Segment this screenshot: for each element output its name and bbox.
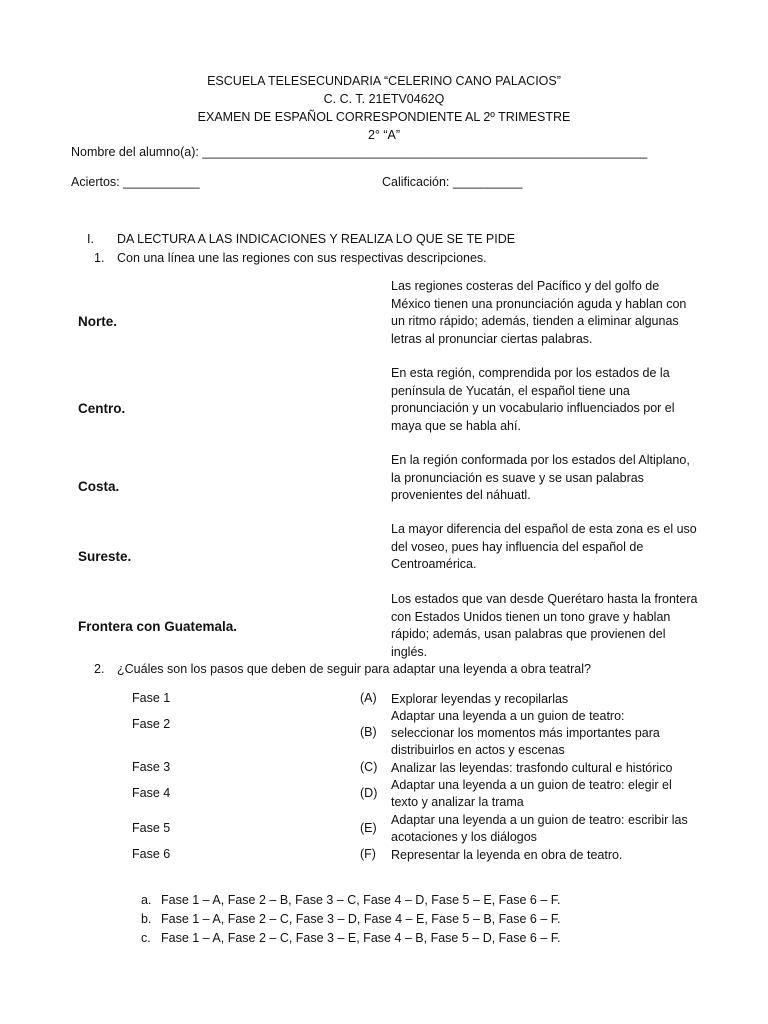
name-field <box>71 145 647 159</box>
grade-label: Calificación: <box>382 175 450 189</box>
question2-number: 2. <box>94 662 105 676</box>
option-c: Analizar las leyendas: trasfondo cultural e histórico <box>391 761 673 775</box>
option-letter-f: (F) <box>360 847 376 861</box>
phase-2: Fase 2 <box>132 717 171 731</box>
phase-6: Fase 6 <box>132 847 171 861</box>
answer-letter-b: b. <box>141 912 152 926</box>
option-b: Adaptar una leyenda a un guion de teatro: seleccionar los momentos más importantes para distribuirlos en actos y escenas <box>391 709 660 757</box>
option-letter-e: (E) <box>360 821 377 835</box>
question1-text: Con una línea une las regiones con sus respectivas descripciones. <box>117 251 487 265</box>
phase-3: Fase 3 <box>132 760 171 774</box>
answer-letter-c: c. <box>141 931 151 945</box>
school-cct: C. C. T. 21ETV0462Q <box>323 92 445 106</box>
region-costa: Costa. <box>78 479 120 494</box>
region-frontera: Frontera con Guatemala. <box>78 619 238 634</box>
section-roman: I. <box>87 232 94 246</box>
exam-title: EXAMEN DE ESPAÑOL CORRESPONDIENTE AL 2º TRIMESTRE <box>197 110 571 124</box>
name-label: Nombre del alumno(a): <box>71 145 199 159</box>
phase-5: Fase 5 <box>132 821 171 835</box>
region-norte: Norte. <box>78 314 118 329</box>
description-4: La mayor diferencia del español de esta zona es el uso del voseo, pues hay influencia del español de Centroamérica. <box>391 522 697 571</box>
option-letter-d: (D) <box>360 786 378 800</box>
name-line[interactable]: ________________________________________________________________ <box>202 145 648 159</box>
question2-text: ¿Cuáles son los pasos que deben de seguir para adaptar una leyenda a obra teatral? <box>117 662 591 676</box>
phase-1: Fase 1 <box>132 691 171 705</box>
question1-number: 1. <box>94 251 105 265</box>
option-letter-a: (A) <box>360 691 377 705</box>
answer-a[interactable]: Fase 1 – A, Fase 2 – B, Fase 3 – C, Fase 4 – D, Fase 5 – E, Fase 6 – F. <box>161 893 561 907</box>
answer-b[interactable]: Fase 1 – A, Fase 2 – C, Fase 3 – D, Fase 4 – E, Fase 5 – B, Fase 6 – F. <box>161 912 561 926</box>
group-label: 2° “A” <box>367 128 401 142</box>
hits-field <box>71 175 200 189</box>
description-5: Los estados que van desde Querétaro hasta la frontera con Estados Unidos tienen un tono grave y hablan rápido; además, usan palabras que provienen del inglés. <box>391 592 698 659</box>
region-centro: Centro. <box>78 401 126 416</box>
grade-line[interactable]: __________ <box>452 175 523 189</box>
option-d: Adaptar una leyenda a un guion de teatro: elegir el texto y analizar la trama <box>391 778 672 809</box>
grade-field <box>382 175 522 189</box>
answer-letter-a: a. <box>141 893 152 907</box>
description-3: En la región conformada por los estados del Altiplano, la pronunciación es suave y se usan palabras provenientes del náhuatl. <box>391 453 690 502</box>
answer-c[interactable]: Fase 1 – A, Fase 2 – C, Fase 3 – E, Fase 4 – B, Fase 5 – D, Fase 6 – F. <box>161 931 561 945</box>
option-letter-b: (B) <box>360 725 377 739</box>
option-f: Representar la leyenda en obra de teatro. <box>391 848 623 862</box>
option-letter-c: (C) <box>360 760 378 774</box>
region-sureste: Sureste. <box>78 549 132 564</box>
hits-line[interactable]: ___________ <box>123 175 200 189</box>
hits-label: Aciertos: <box>71 175 120 189</box>
phase-4: Fase 4 <box>132 786 171 800</box>
option-e: Adaptar una leyenda a un guion de teatro: escribir las acotaciones y los diálogos <box>391 813 688 844</box>
description-2: En esta región, comprendida por los estados de la península de Yucatán, el español tiene una pronunciación y un vocabulario influenciados por el maya que se habla ahí. <box>391 366 675 433</box>
description-1: Las regiones costeras del Pacífico y del golfo de México tienen una pronunciación aguda y hablan con un ritmo rápido; además, tienden a eliminar algunas letras al pronunciar ciertas palabras. <box>391 279 687 346</box>
option-a: Explorar leyendas y recopilarlas <box>391 692 569 706</box>
section-title: DA LECTURA A LAS INDICACIONES Y REALIZA LO QUE SE TE PIDE <box>117 232 516 246</box>
school-name: ESCUELA TELESECUNDARIA “CELERINO CANO PALACIOS” <box>207 74 561 88</box>
exam-header <box>0 72 768 144</box>
